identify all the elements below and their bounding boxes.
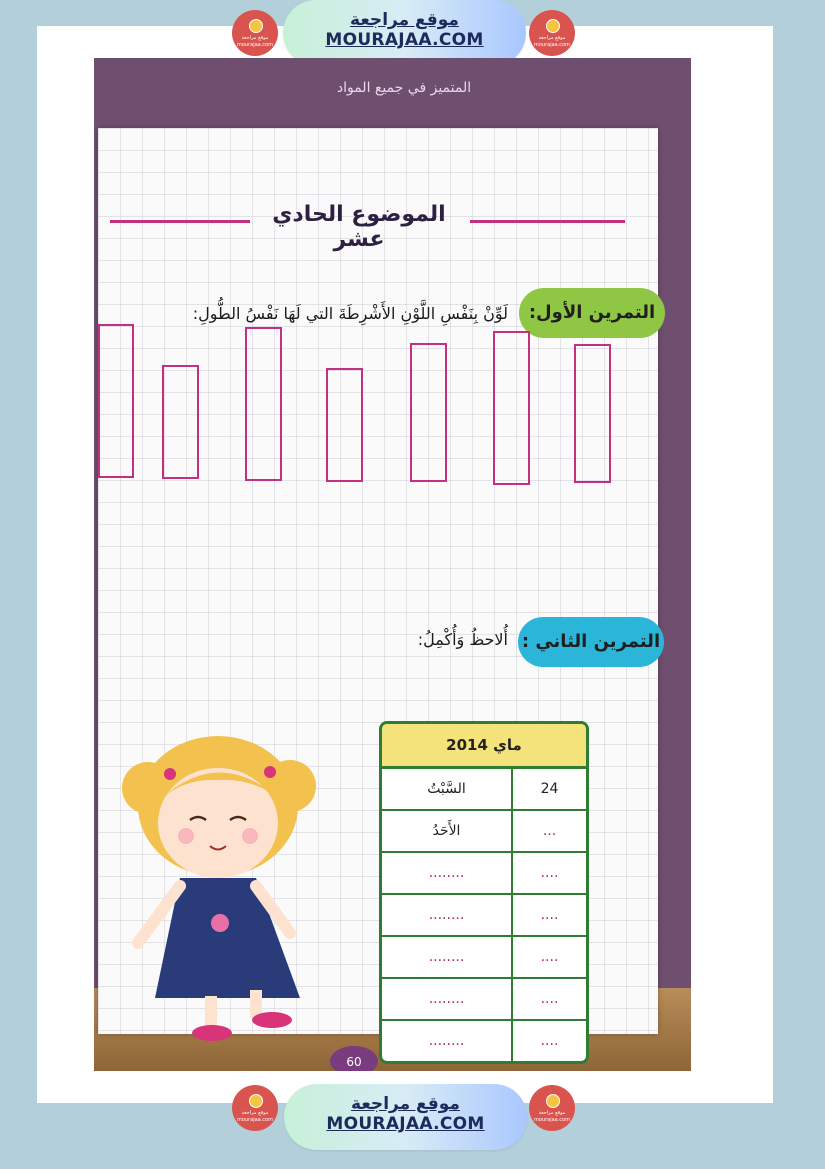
- logo-text-ar: موقع مراجعة: [241, 1110, 269, 1116]
- calendar-date-blank[interactable]: ....: [540, 991, 559, 1007]
- logo-text-en: mourajaa.com: [533, 1117, 570, 1123]
- logo-text-ar: موقع مراجعة: [241, 35, 269, 41]
- calendar-date-blank[interactable]: ....: [540, 1033, 559, 1049]
- book-header: المتميز في جميع المواد: [336, 80, 472, 96]
- table-row: [382, 853, 586, 895]
- logo-text-en: mourajaa.com: [236, 42, 273, 48]
- calendar-day-blank[interactable]: ........: [382, 979, 513, 1019]
- table-row: [382, 1021, 586, 1061]
- calendar-table: [379, 721, 589, 1064]
- logo-text-ar: موقع مراجعة: [538, 35, 566, 41]
- length-strip[interactable]: [326, 368, 363, 482]
- site-logo-icon[interactable]: [232, 10, 278, 56]
- length-strip[interactable]: [493, 331, 530, 485]
- length-strip[interactable]: [162, 365, 199, 479]
- calendar-day-blank[interactable]: ........: [382, 937, 513, 977]
- calendar-date-blank[interactable]: ....: [540, 949, 559, 965]
- length-strip[interactable]: [245, 327, 282, 481]
- worksheet-paper: [98, 128, 661, 1049]
- exercise2-label: التمرين الثاني :: [518, 617, 664, 667]
- site-banner-top[interactable]: [283, 0, 526, 66]
- page-number: 60: [330, 1046, 378, 1071]
- exercise2-instruction: أُلاحظُ وَأُكْمِلُ:: [417, 630, 508, 649]
- calendar-title: ماي 2014: [382, 724, 586, 769]
- site-name-ar[interactable]: موقع مراجعة: [350, 10, 459, 30]
- topic-title: الموضوع الحادي عشر: [272, 202, 446, 252]
- site-domain[interactable]: MOURAJAA.COM: [325, 30, 484, 50]
- logo-text-en: mourajaa.com: [236, 1117, 273, 1123]
- site-logo-icon[interactable]: [529, 10, 575, 56]
- table-row: [382, 769, 586, 811]
- logo-text-en: mourajaa.com: [533, 42, 570, 48]
- site-domain[interactable]: MOURAJAA.COM: [326, 1114, 485, 1134]
- site-name-ar[interactable]: موقع مراجعة: [351, 1094, 460, 1114]
- table-row: [382, 937, 586, 979]
- topic-divider-right: [470, 220, 625, 223]
- topic-divider-left: [110, 220, 250, 223]
- table-row: [382, 895, 586, 937]
- calendar-date: 24: [540, 781, 559, 797]
- logo-text-ar: موقع مراجعة: [538, 1110, 566, 1116]
- exercise1-instruction: لَوِّنْ بِنَفْسِ اللَّوْنِ الأَشْرِطَةَ التي لَهَا نَفْسُ الطُّولِ:: [192, 304, 508, 323]
- calendar-day-blank[interactable]: ........: [382, 1021, 513, 1061]
- workbook-page-photo: [94, 58, 691, 1071]
- exercise1-label: التمرين الأول:: [519, 288, 665, 338]
- calendar-date-blank[interactable]: ....: [540, 865, 559, 881]
- calendar-date-blank[interactable]: ....: [540, 907, 559, 923]
- table-row: [382, 979, 586, 1021]
- calendar-day-blank[interactable]: ........: [382, 853, 513, 893]
- length-strip[interactable]: [410, 343, 447, 482]
- calendar-day-blank[interactable]: ........: [382, 895, 513, 935]
- length-strip[interactable]: [98, 324, 134, 478]
- length-strip[interactable]: [574, 344, 611, 483]
- calendar-day: السَّبْتُ: [382, 769, 513, 809]
- girl-illustration: [120, 728, 350, 1048]
- calendar-date-blank[interactable]: ...: [542, 823, 557, 839]
- site-logo-icon[interactable]: [232, 1085, 278, 1131]
- site-banner-bottom[interactable]: [284, 1084, 527, 1150]
- table-row: [382, 811, 586, 853]
- site-logo-icon[interactable]: [529, 1085, 575, 1131]
- calendar-day: الأَحَدُ: [382, 811, 513, 851]
